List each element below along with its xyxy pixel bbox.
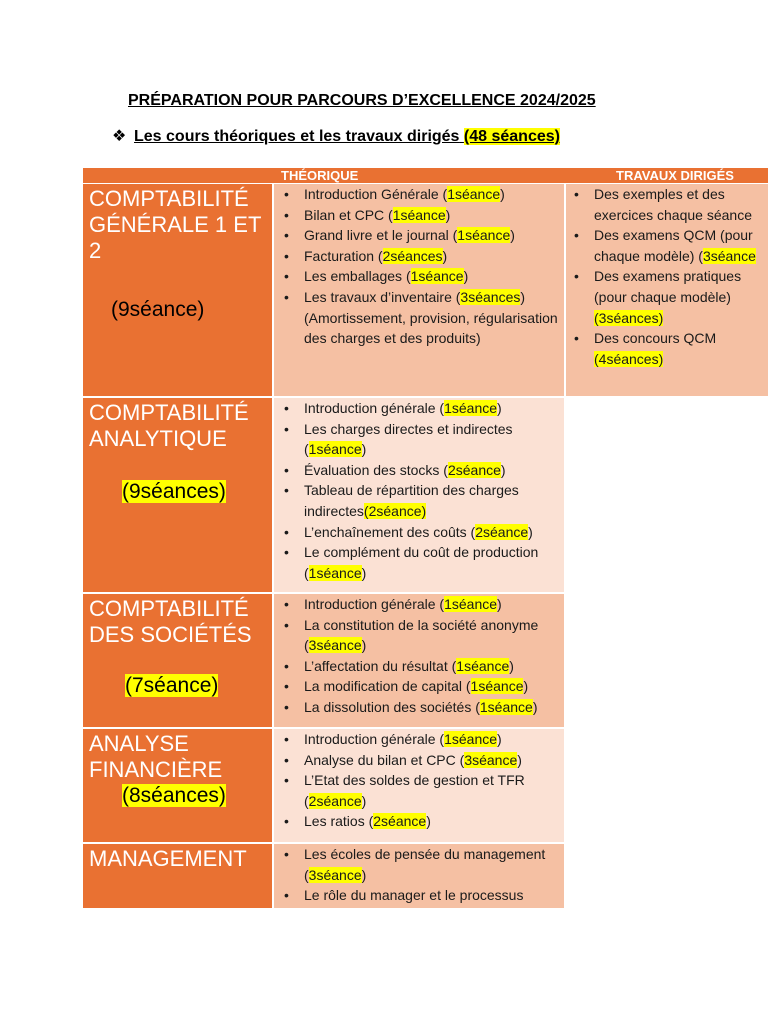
td-cell [566,184,768,396]
list-item-suffix: ) [510,227,515,244]
list-item [282,184,564,205]
list-item-text: Évaluation des stocks ( [304,461,448,478]
list-item [282,480,564,521]
list-item-text: Introduction générale ( [304,596,445,612]
session-count: (9séance) [111,298,205,321]
session-highlight: (3séances) [594,309,664,326]
list-item [282,615,564,656]
list-item [282,750,564,771]
subtitle-text: Les cours théoriques et les travaux dirigés [134,128,460,145]
bullet-list [282,729,564,832]
list-item [282,460,564,481]
session-highlight: 3séance [702,247,756,264]
list-item-suffix: ) [500,186,505,202]
list-item-suffix: ) [528,523,533,540]
subject-cell [83,594,272,727]
subject-title: MANAGEMENT [89,846,247,871]
bullet-list [282,594,564,718]
list-item [282,266,564,287]
list-item-suffix: ) [463,268,469,285]
list-item [282,656,564,677]
diamond-bullet-icon: ❖ [112,128,127,145]
subtitle-highlight: (48 séances) [463,128,560,145]
session-highlight: 2séance [447,461,501,478]
session-highlight: 2séance [475,523,529,540]
list-item [282,542,564,583]
list-item-text: Introduction générale ( [304,731,445,747]
list-item [282,246,564,267]
session-highlight: 1séance [308,564,362,581]
list-item-suffix: ) [523,678,529,695]
list-item [572,328,768,369]
list-item [282,811,564,832]
list-item-text: L’Etat des soldes de gestion et TFR ( [304,772,525,809]
list-item [282,676,564,697]
list-item [282,885,564,906]
subject-title: COMPTABILITÉ ANALYTIQUE [89,400,249,451]
list-item-text: Introduction Générale ( [304,186,448,202]
session-count: (7séance) [125,674,219,697]
session-count: (9séances) [122,480,226,503]
list-item-suffix: ) [361,792,367,809]
list-item-text: Tableau de répartition des charges indirectes [304,482,519,519]
session-highlight: 1séance [410,268,464,285]
list-item [282,205,564,226]
session-highlight: 3séance [464,751,518,768]
session-highlight: 3séances [460,288,521,305]
table-header [83,168,768,183]
theory-cell [274,844,564,908]
list-item-suffix: ) [497,596,502,612]
list-item-text: L’affectation du résultat ( [304,657,457,674]
session-highlight: 1séance [479,698,533,715]
session-highlight: 1séance [308,441,362,458]
list-item-text: Introduction générale ( [304,400,445,416]
list-item-text: Des examens pratiques (pour chaque modèle) [594,268,742,305]
list-item [282,522,564,543]
header-theory: THÉORIQUE [281,168,359,183]
list-item-suffix: ) [509,657,514,674]
list-item-text: Des concours QCM [594,330,717,347]
subject-cell [83,729,272,842]
list-item-suffix: ) [442,247,448,264]
subject-title: COMPTABILITÉ DES SOCIÉTÉS [89,596,252,647]
list-item-text: Le rôle du manager et le processus [304,887,524,904]
list-item-suffix: ) [361,564,367,581]
list-item-text: Le complément du coût de production ( [304,544,539,581]
list-item-suffix: ) [500,461,506,478]
list-item [282,287,564,349]
list-item-suffix: ) [445,206,451,223]
table-row [83,729,566,842]
list-item [282,729,564,750]
list-item-text: Des exemples et des exercices chaque séance [594,186,752,223]
list-item-suffix: ) [361,441,367,458]
list-item-suffix: ) [497,731,502,747]
list-item-text: Les écoles de pensée du management ( [304,846,546,883]
list-item-suffix: ) [361,637,367,654]
list-item-suffix: ) [517,751,522,768]
list-item-text: L’enchaînement des coûts ( [304,523,476,540]
session-highlight: 1séance [457,227,511,244]
table-row [83,398,566,592]
session-count: (8séances) [122,784,226,807]
subject-cell [83,398,272,592]
list-item [282,398,564,419]
list-item-text: Facturation ( [304,247,383,264]
session-highlight: 1séance [444,596,498,612]
session-highlight: 2séances [382,247,443,264]
list-item [572,184,768,225]
subject-title: COMPTABILITÉ GÉNÉRALE 1 ET 2 [89,186,261,263]
session-highlight: 2séance [308,792,362,809]
list-item [282,697,564,718]
theory-cell [274,398,564,592]
list-item-text: La constitution de la société anonyme ( [304,616,539,654]
list-item-text: Bilan et CPC ( [304,206,393,223]
session-highlight: 1séance [444,400,498,416]
list-item-text: Les travaux d’inventaire ( [304,288,461,305]
list-item-suffix: ) [426,813,431,830]
subtitle [112,126,560,146]
session-highlight: 3séance [308,866,362,883]
subject-cell [83,184,272,396]
list-item-suffix: ) [361,866,367,883]
session-highlight: 1séance [444,731,498,747]
table-row [83,184,768,396]
list-item-text: Les ratios ( [304,813,374,830]
list-item-suffix: ) [497,400,502,416]
session-highlight: 1séance [447,186,501,202]
list-item-text: Les emballages ( [304,268,411,285]
bullet-list [572,184,768,369]
bullet-list [282,184,564,349]
list-item-text: La dissolution des sociétés ( [304,698,480,715]
session-highlight: (4séances) [594,350,664,367]
theory-cell [274,594,564,727]
table-row [83,594,566,727]
list-item-text: Des examens QCM (pour chaque modèle) ( [594,227,753,264]
list-item-text: Analyse du bilan et CPC ( [304,751,465,768]
list-item-suffix: ) [532,698,538,715]
session-highlight: 2séance [373,813,427,830]
session-highlight: (2séance) [363,502,427,519]
session-highlight: 1séance [456,657,510,674]
list-item [282,225,564,246]
list-item-text: Les charges directes et indirectes ( [304,420,513,458]
list-item-suffix: ) (Amortissement, provision, régularisation des charges et des produits) [304,288,558,347]
list-item-text: La modification de capital ( [304,678,471,695]
session-highlight: 1séance [470,678,524,695]
table-row [83,844,566,908]
session-highlight: 3séance [308,637,362,654]
session-highlight: 1séance [392,206,446,223]
subject-cell [83,844,272,908]
list-item-text: Grand livre et le journal ( [304,227,458,244]
bullet-list [282,844,564,906]
page-title: PRÉPARATION POUR PARCOURS D’EXCELLENCE 2024/2025 [128,92,596,109]
list-item [282,594,564,615]
list-item [572,266,768,328]
list-item [282,419,564,460]
bullet-list [282,398,564,583]
list-item [282,844,564,885]
theory-cell [274,729,564,842]
theory-cell [274,184,564,396]
header-td: TRAVAUX DIRIGÉS [616,168,734,183]
subject-title: ANALYSE FINANCIÈRE [89,731,223,782]
list-item [572,225,768,266]
list-item [282,770,564,811]
